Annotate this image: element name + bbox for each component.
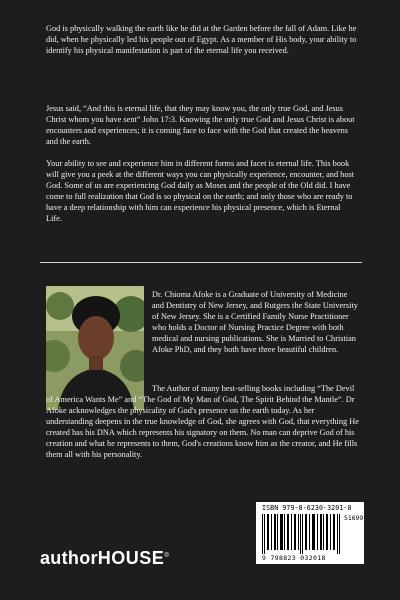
- trademark-symbol: ®: [164, 553, 170, 559]
- price-code: 51699: [344, 514, 364, 522]
- author-bio-2: The Author of many best-selling books including “The Devil of America Wants Me” and “The God of My Man of God, The Spirit Behind the Mantle”. Dr Afoke acknowledges the physicality of God's presence on the earth today. As her understanding deepens in the true knowledge of God, she agrees with God, that everything He created has his DNA which represents his signatory on them. No man can deprive God of his creation and what he represents to them, God's creations know him as the creator, and He fills them all with his personality.: [46, 384, 359, 459]
- publisher-logo: [40, 548, 169, 569]
- logo-house-text: HOUSE: [97, 548, 165, 568]
- divider-line: [40, 262, 362, 263]
- barcode-bars: [262, 514, 342, 554]
- blurb-paragraph-3: Your ability to see and experience him in different forms and facet is eternal life. This book will give you a peek at the different ways you can physically experience, encounter, and host God. Some of us are experiencing God daily as Moses and the people of the Old did. I have come to full realization that God is so physical on the earth; and only those who are ready to have a deep relationship with him can experience his physical presence, which is Eternal Life.: [46, 159, 355, 223]
- logo-author-text: author: [40, 548, 98, 568]
- isbn-barcode: [256, 502, 364, 564]
- barcode-number: 9 798823 032018: [262, 554, 326, 562]
- isbn-text: ISBN 979-8-6230-3201-8: [262, 504, 352, 512]
- author-bio-1: Dr. Chioma Afoke is a Graduate of University of Medicine and Dentistry of New Jersey, and Rutgers the State University of New Jersey. She is a Certified Family Nurse Practitioner who holds a Doctor of Nursing Practice Degree with both medical and nursing publications. She is Married to Christian Afoke PhD, and they both have three beautiful children.: [152, 290, 358, 354]
- blurb-paragraph-2: Jesus said, “And this is eternal life, that they may know you, the only true God, and Jesus Christ whom you have sent” John 17:3. Knowing the only true God and Jesus Christ is about encounters and experiences; it is coming face to face with the God that created the heavens and the earth.: [46, 104, 355, 146]
- blurb-paragraph-1: God is physically walking the earth like he did at the Garden before the fall of Adam. Like he did, when he physically led his people out of Egypt. As a member of His body, your ability to identify his physical manifestation is part of the eternal life you received.: [46, 24, 357, 55]
